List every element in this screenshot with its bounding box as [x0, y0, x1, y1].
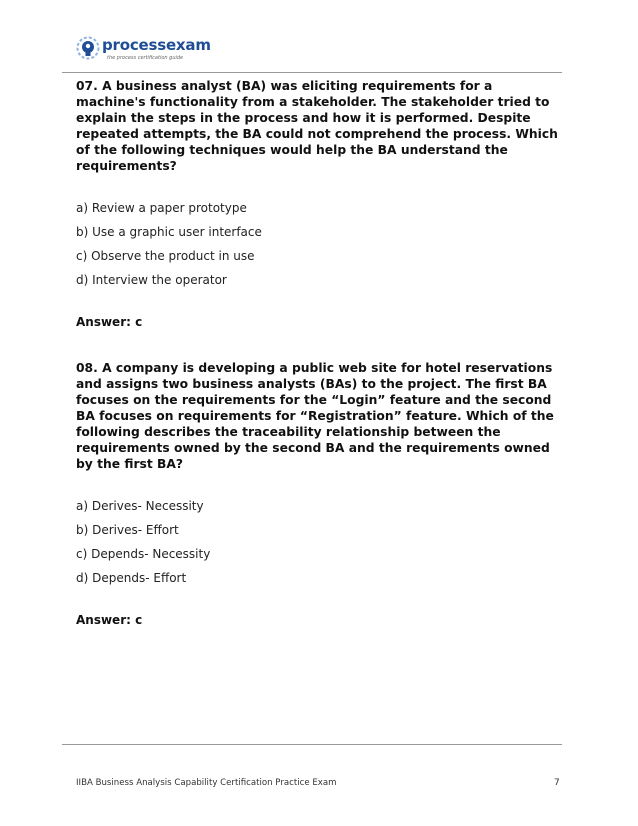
answer-text: Answer: c: [76, 613, 143, 627]
page-number: 7: [554, 778, 560, 788]
lightbulb-gear-icon: [76, 36, 102, 62]
answer-options: [76, 498, 566, 586]
processexam-logo: [76, 36, 211, 64]
option-d: d) Depends- Effort: [76, 571, 187, 585]
question-text: 08. A company is developing a public web site for hotel reservations and assigns two business analysts (BAs) to the project. The first BA focuses on the requirements for the “Login” feature and the second BA focuses on requirements for “Registration” feature. Which of the following describes the traceability relationship between the requirements owned by the second BA and the requirements owned by the first BA?: [76, 361, 554, 471]
logo-tagline: the process certification guide: [107, 55, 184, 61]
option-b: b) Derives- Effort: [76, 523, 179, 537]
answer-text: Answer: c: [76, 315, 143, 329]
question-text: 07. A business analyst (BA) was eliciting requirements for a machine's functionality from a stakeholder. The stakeholder tried to explain the steps in the process and how it is performed. Despite repeated attempts, the BA could not comprehend the process. Which of the following techniques would help the BA understand the requirements?: [76, 79, 558, 173]
footer-divider: [62, 744, 562, 745]
question-block: [76, 78, 566, 330]
logo-wordmark: processexam: [102, 36, 211, 54]
option-c: c) Observe the product in use: [76, 249, 255, 263]
option-b: b) Use a graphic user interface: [76, 225, 262, 239]
option-a: a) Review a paper prototype: [76, 201, 247, 215]
question-content: [76, 78, 566, 640]
footer-title: IIBA Business Analysis Capability Certification Practice Exam: [76, 778, 337, 788]
option-d: d) Interview the operator: [76, 273, 227, 287]
option-a: a) Derives- Necessity: [76, 499, 204, 513]
header-divider: [62, 72, 562, 73]
answer-options: [76, 200, 566, 288]
option-c: c) Depends- Necessity: [76, 547, 211, 561]
question-block: [76, 360, 566, 628]
